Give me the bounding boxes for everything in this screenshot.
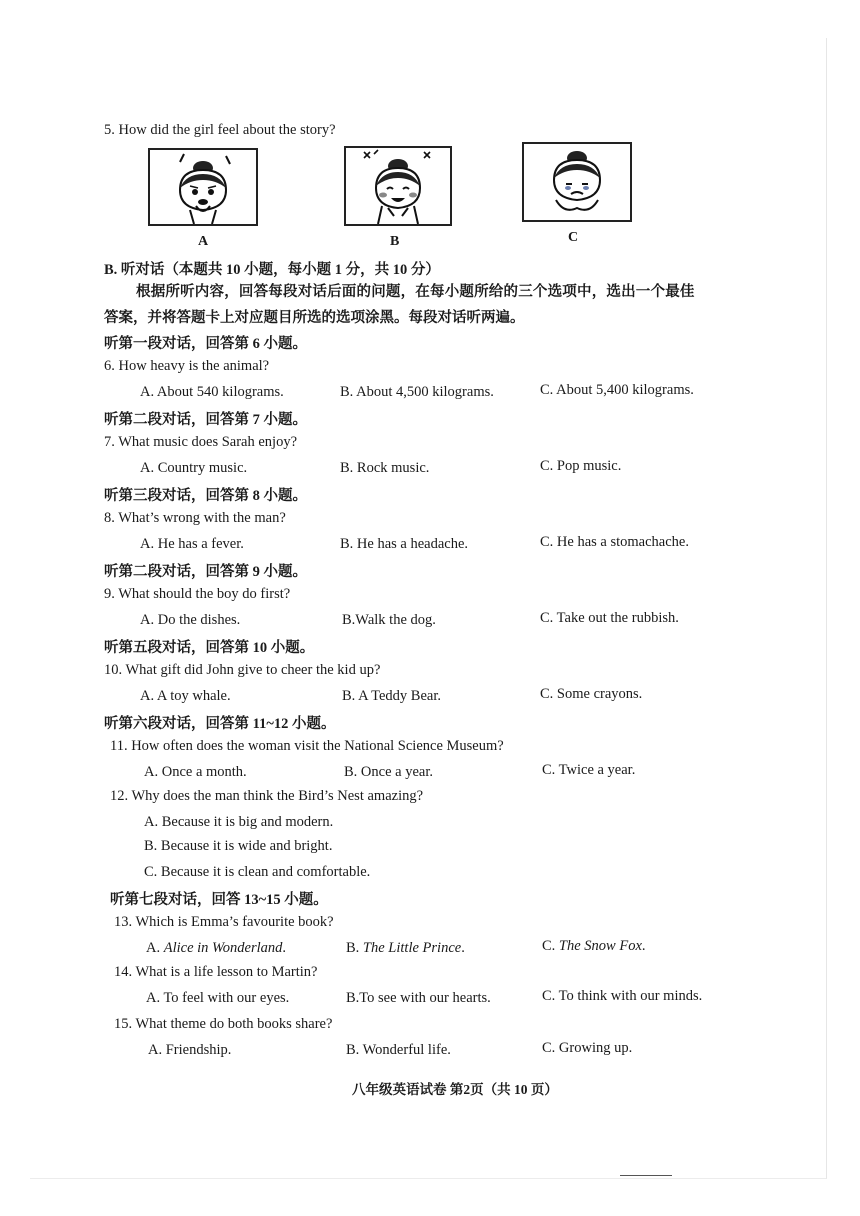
q6-option-c: C. About 5,400 kilograms. [540, 382, 694, 398]
question-11: 11. How often does the woman visit the National Science Museum? [110, 738, 504, 754]
picture-label-b: B [390, 234, 400, 249]
dialogue-header-4: 听第二段对话，回答第 9 小题。 [104, 564, 307, 580]
question-6: 6. How heavy is the animal? [104, 358, 270, 374]
page-footer: 八年级英语试卷 第2页（共 10 页） [352, 1082, 558, 1097]
picture-b-happy-girl [344, 146, 452, 226]
q12-option-c: C. Because it is clean and comfortable. [144, 864, 371, 880]
section-b-intro-line1: 根据所听内容，回答每段对话后面的问题，在每小题所给的三个选项中，选出一个最佳 [136, 284, 695, 300]
q7-option-a: A. Country music. [140, 460, 248, 476]
q10-option-a: A. A toy whale. [140, 688, 231, 704]
q7-option-c: C. Pop music. [540, 458, 622, 474]
q13-option-b-title: The Little Prince [362, 940, 462, 956]
q14-option-b: B.To see with our hearts. [346, 990, 491, 1006]
picture-label-c: C [568, 230, 579, 245]
dialogue-header-2: 听第二段对话，回答第 7 小题。 [104, 412, 307, 428]
q9-option-a: A. Do the dishes. [140, 612, 241, 628]
question-15: 15. What theme do both books share? [114, 1016, 333, 1032]
section-b-intro-line2: 答案，并将答题卡上对应题目所选的选项涂黑。每段对话听两遍。 [104, 310, 525, 326]
q11-option-b: B. Once a year. [344, 764, 433, 780]
q13-option-c-title: The Snow Fox [558, 938, 642, 954]
question-9: 9. What should the boy do first? [104, 586, 291, 602]
picture-label-a: A [198, 234, 209, 249]
q7-option-b: B. Rock music. [340, 460, 430, 476]
q11-option-c: C. Twice a year. [542, 762, 636, 778]
picture-c-sad-girl [522, 142, 632, 222]
question-10: 10. What gift did John give to cheer the kid up? [104, 662, 381, 678]
question-7: 7. What music does Sarah enjoy? [104, 434, 298, 450]
dialogue-header-6: 听第六段对话，回答第 11~12 小题。 [104, 716, 336, 732]
q10-option-b: B. A Teddy Bear. [342, 688, 442, 704]
q15-option-a: A. Friendship. [148, 1042, 232, 1058]
q11-option-a: A. Once a month. [144, 764, 247, 780]
sad-girl-icon [524, 144, 630, 220]
q9-option-b: B.Walk the dog. [342, 612, 436, 628]
picture-a-worried-girl [148, 148, 258, 226]
q6-option-a: A. About 540 kilograms. [140, 384, 284, 400]
q13-option-c: C. The Snow Fox. [542, 938, 646, 954]
question-14: 14. What is a life lesson to Martin? [114, 964, 318, 980]
dialogue-header-3: 听第三段对话，回答第 8 小题。 [104, 488, 307, 504]
scan-mark [620, 1175, 672, 1176]
q13-option-b: B. The Little Prince. [346, 940, 465, 956]
q14-option-c: C. To think with our minds. [542, 988, 703, 1004]
q15-option-c: C. Growing up. [542, 1040, 633, 1056]
q8-option-a: A. He has a fever. [140, 536, 244, 552]
question-5: 5. How did the girl feel about the story? [104, 122, 336, 138]
q14-option-a: A. To feel with our eyes. [146, 990, 290, 1006]
section-b-title: B. 听对话（本题共 10 小题，每小题 1 分，共 10 分） [104, 262, 440, 278]
q8-option-c: C. He has a stomachache. [540, 534, 689, 550]
q13-option-a-title: Alice in Wonderland [163, 940, 283, 956]
q12-option-a: A. Because it is big and modern. [144, 814, 334, 830]
q6-option-b: B. About 4,500 kilograms. [340, 384, 494, 400]
q12-option-b: B. Because it is wide and bright. [144, 838, 333, 854]
q8-option-b: B. He has a headache. [340, 536, 469, 552]
dialogue-header-7: 听第七段对话，回答 13~15 小题。 [110, 892, 328, 908]
question-12: 12. Why does the man think the Bird’s Nest amazing? [110, 788, 424, 804]
q9-option-c: C. Take out the rubbish. [540, 610, 679, 626]
question-13: 13. Which is Emma’s favourite book? [114, 914, 334, 930]
happy-girl-icon [346, 148, 450, 224]
q10-option-c: C. Some crayons. [540, 686, 643, 702]
worried-girl-icon [150, 150, 256, 224]
q15-option-b: B. Wonderful life. [346, 1042, 451, 1058]
dialogue-header-5: 听第五段对话，回答第 10 小题。 [104, 640, 315, 656]
dialogue-header-1: 听第一段对话，回答第 6 小题。 [104, 336, 307, 352]
q13-option-a: A. Alice in Wonderland. [146, 940, 287, 956]
question-8: 8. What’s wrong with the man? [104, 510, 286, 526]
